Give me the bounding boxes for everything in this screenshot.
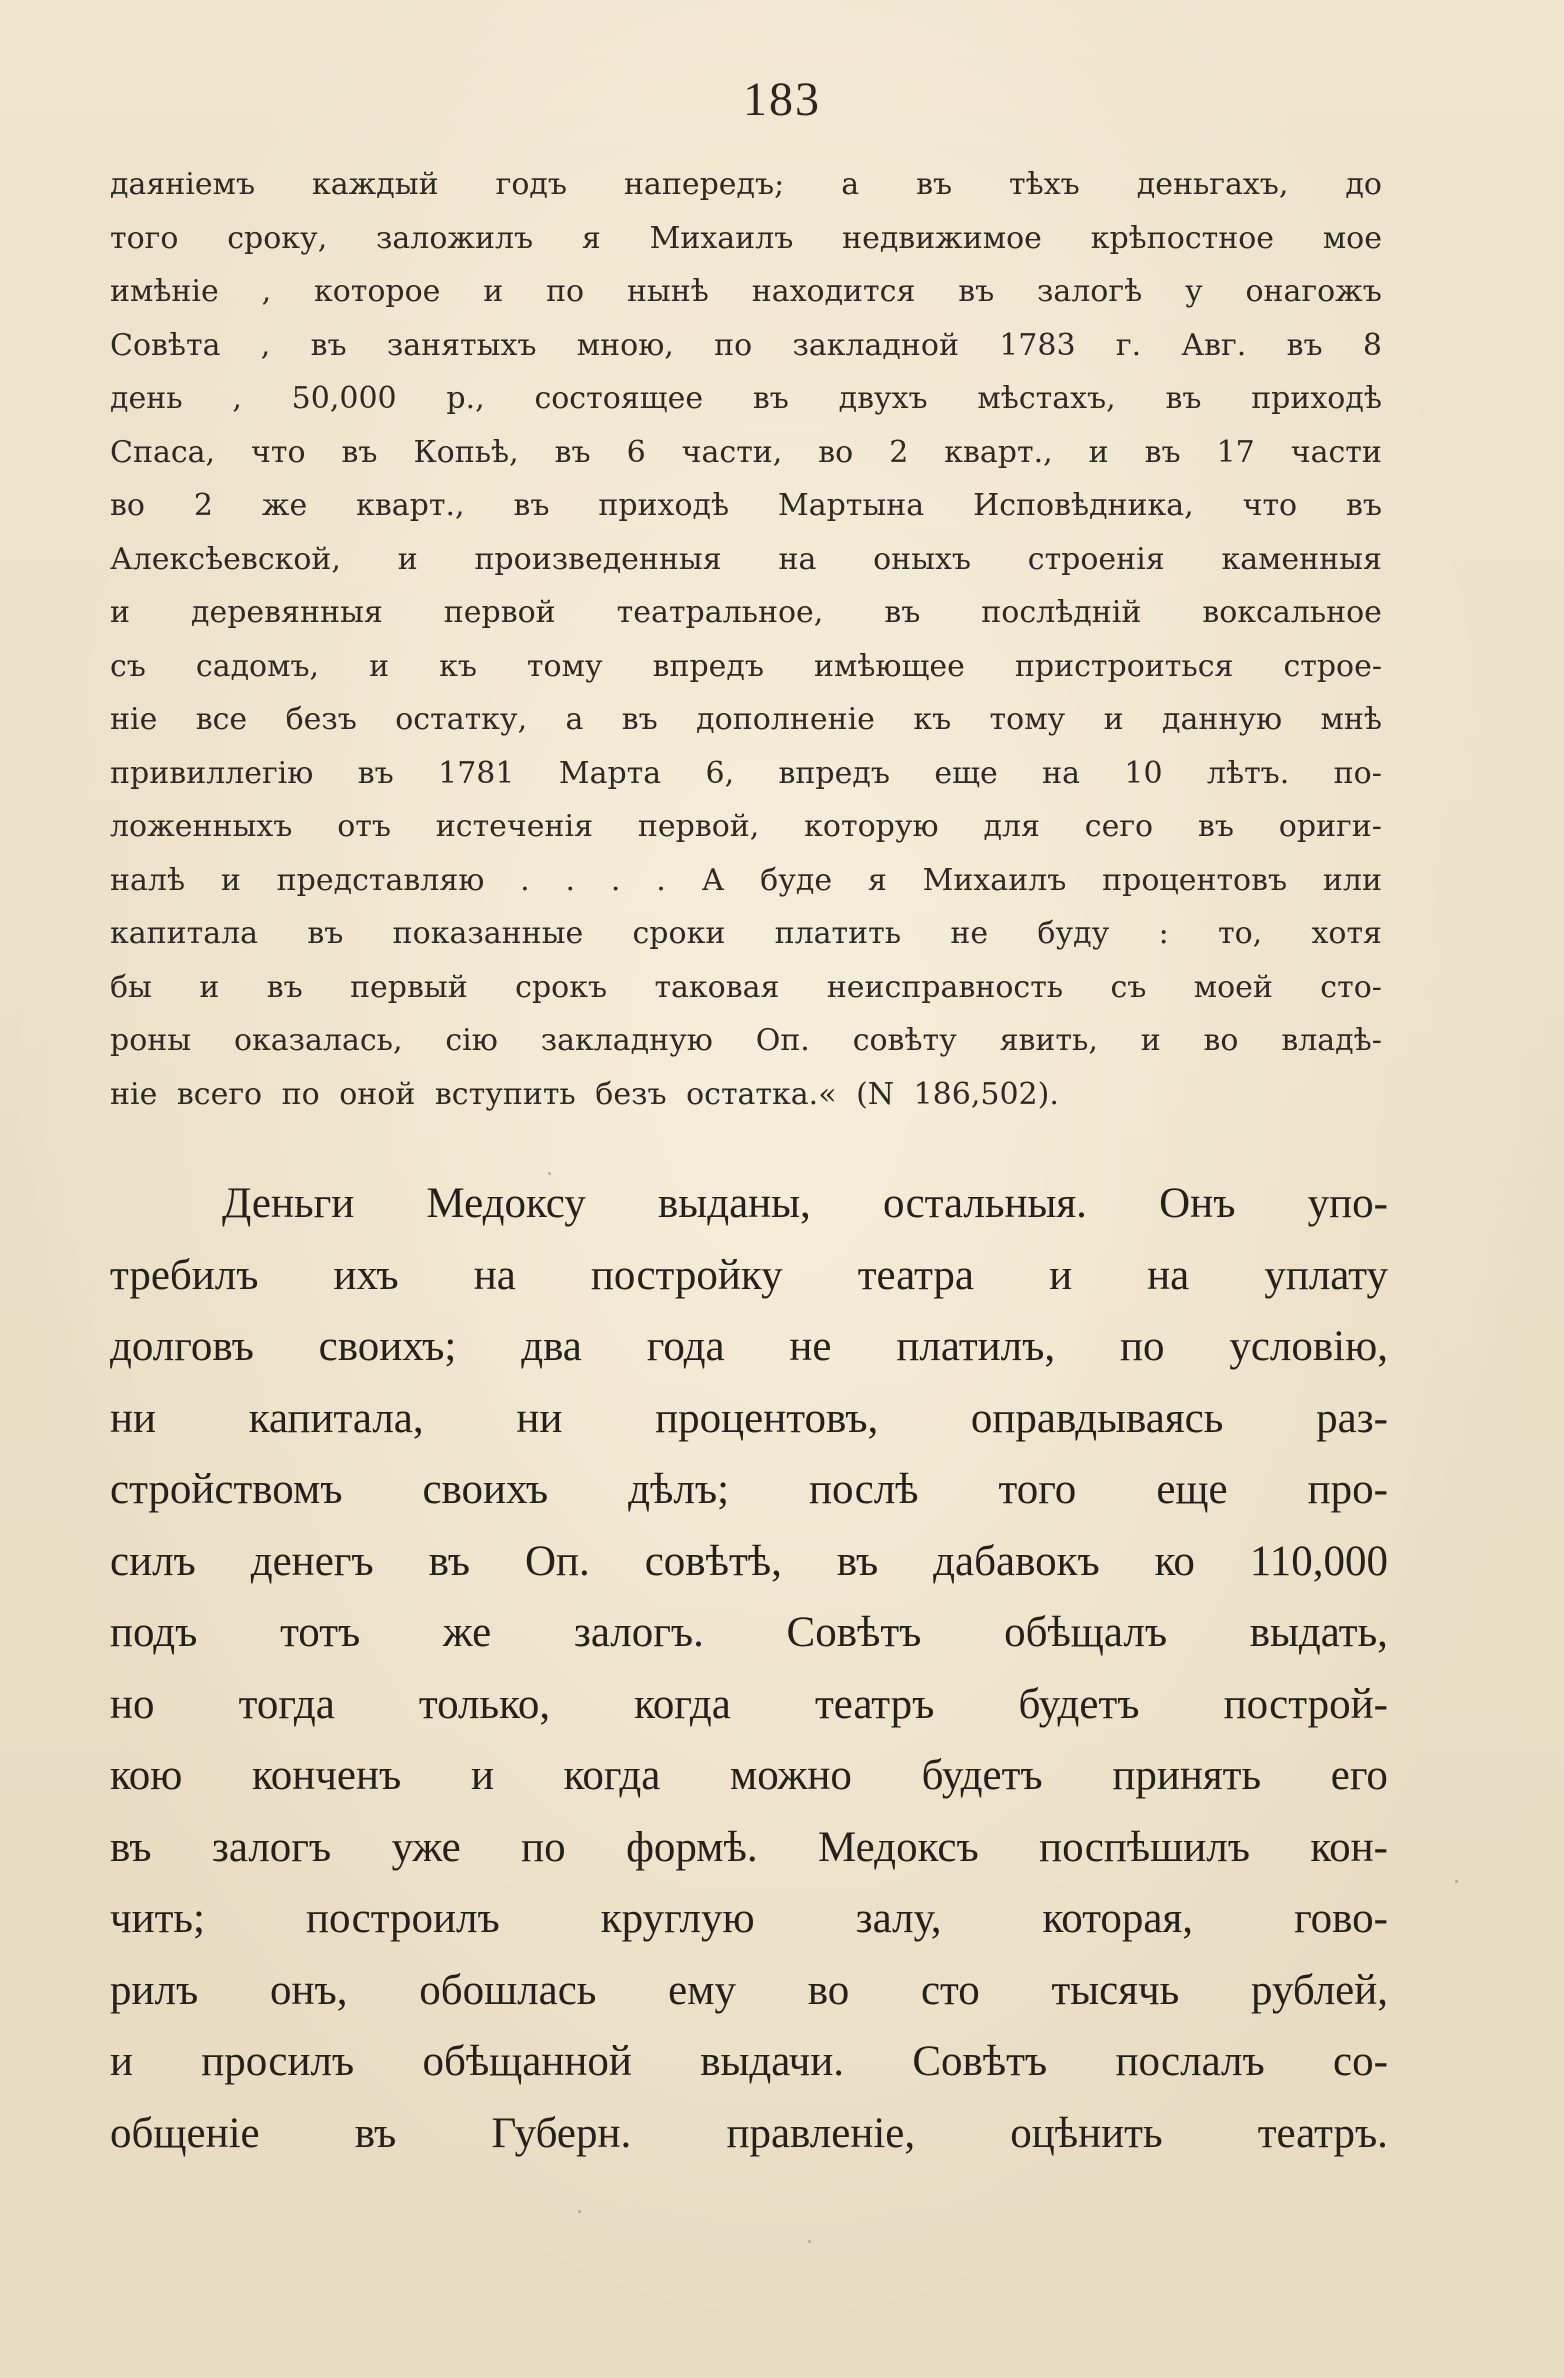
paragraph-line: требилъ ихъ на постройку театра и на уплату <box>110 1251 1388 1299</box>
quote-line: Спаса, что въ Копьѣ, въ 6 части, во 2 кварт., и въ 17 части <box>110 434 1382 470</box>
paper-speck <box>1455 1880 1458 1883</box>
body-paragraph <box>110 1168 1388 2169</box>
quote-line: бы и въ первый срокъ таковая неисправность съ моей сто- <box>110 969 1382 1005</box>
page-number: 183 <box>743 73 821 126</box>
paragraph-line: но тогда только, когда театръ будетъ построй- <box>110 1680 1388 1728</box>
paper-speck <box>578 2210 581 2213</box>
paragraph-line: Деньги Медоксу выданы, остальныя. Онъ упо- <box>222 1180 1388 1227</box>
quote-line: налѣ и представляю . . . . А буде я Михаилъ процентовъ или <box>110 862 1382 898</box>
quoted-document-block <box>110 158 1382 1121</box>
quote-line: ніе все безъ остатку, а въ дополненіе къ тому и данную мнѣ <box>110 702 1382 737</box>
paragraph-line: долговъ своихъ; два года не платилъ, по условію, <box>110 1323 1388 1370</box>
paragraph-line: въ залогъ уже по формѣ. Медоксъ поспѣшилъ кон- <box>110 1823 1388 1871</box>
paragraph-line: силъ денегъ въ Оп. совѣтѣ, въ дабавокъ ко 110,000 <box>110 1537 1388 1585</box>
quote-line: и деревянныя первой театральное, въ послѣдній воксальное <box>110 595 1382 630</box>
paper-speck <box>808 2240 811 2243</box>
quote-line: Совѣта , въ занятыхъ мною, по закладной 1783 г. Авг. въ 8 <box>110 327 1382 363</box>
paragraph-line: стройствомъ своихъ дѣлъ; послѣ того еще про- <box>110 1466 1388 1513</box>
paragraph-line: кою конченъ и когда можно будетъ принять его <box>110 1752 1388 1799</box>
paper-speck <box>548 1172 551 1175</box>
quote-line: капитала въ показанные сроки платить не буду : то, хотя <box>110 916 1382 951</box>
paragraph-line: и просилъ обѣщанной выдачи. Совѣтъ послалъ со- <box>110 2038 1388 2085</box>
paragraph-line: рилъ онъ, обошлась ему во сто тысячь рублей, <box>110 1966 1388 2014</box>
paragraph-line: ни капитала, ни процентовъ, оправдываясь раз- <box>110 1394 1388 1442</box>
quote-line: день , 50,000 р., состоящее въ двухъ мѣстахъ, въ приходѣ <box>110 381 1382 416</box>
quote-line: во 2 же кварт., въ приходѣ Мартына Исповѣдника, что въ <box>110 488 1382 523</box>
paragraph-line: подъ тотъ же залогъ. Совѣтъ обѣщалъ выдать, <box>110 1609 1388 1656</box>
quote-line: того сроку, заложилъ я Михаилъ недвижимое крѣпостное мое <box>110 220 1382 256</box>
quote-line: имѣніе , которое и по нынѣ находится въ залогѣ у онагожъ <box>110 274 1382 309</box>
paragraph-line: чить; построилъ круглую залу, которая, гово- <box>110 1895 1388 1942</box>
quote-line: привиллегію въ 1781 Марта 6, впредъ еще на 10 лѣтъ. по- <box>110 755 1382 791</box>
quote-line: ніе всего по оной вступить безъ остатка.« (N 186,502). <box>110 1076 1059 1112</box>
quote-line: съ садомъ, и къ тому впредъ имѣющее пристроиться строе- <box>110 648 1382 684</box>
quote-line: ложенныхъ отъ истеченія первой, которую для сего въ ориги- <box>110 809 1382 844</box>
paragraph-line: общеніе въ Губерн. правленіе, оцѣнить театръ. <box>110 2109 1388 2157</box>
quote-line: роны оказалась, сію закладную Оп. совѣту явить, и во владѣ- <box>110 1023 1382 1058</box>
quote-line: даяніемъ каждый годъ напередъ; а въ тѣхъ деньгахъ, до <box>110 167 1382 202</box>
quote-line: Алексѣевской, и произведенныя на оныхъ строенія каменныя <box>110 541 1382 577</box>
